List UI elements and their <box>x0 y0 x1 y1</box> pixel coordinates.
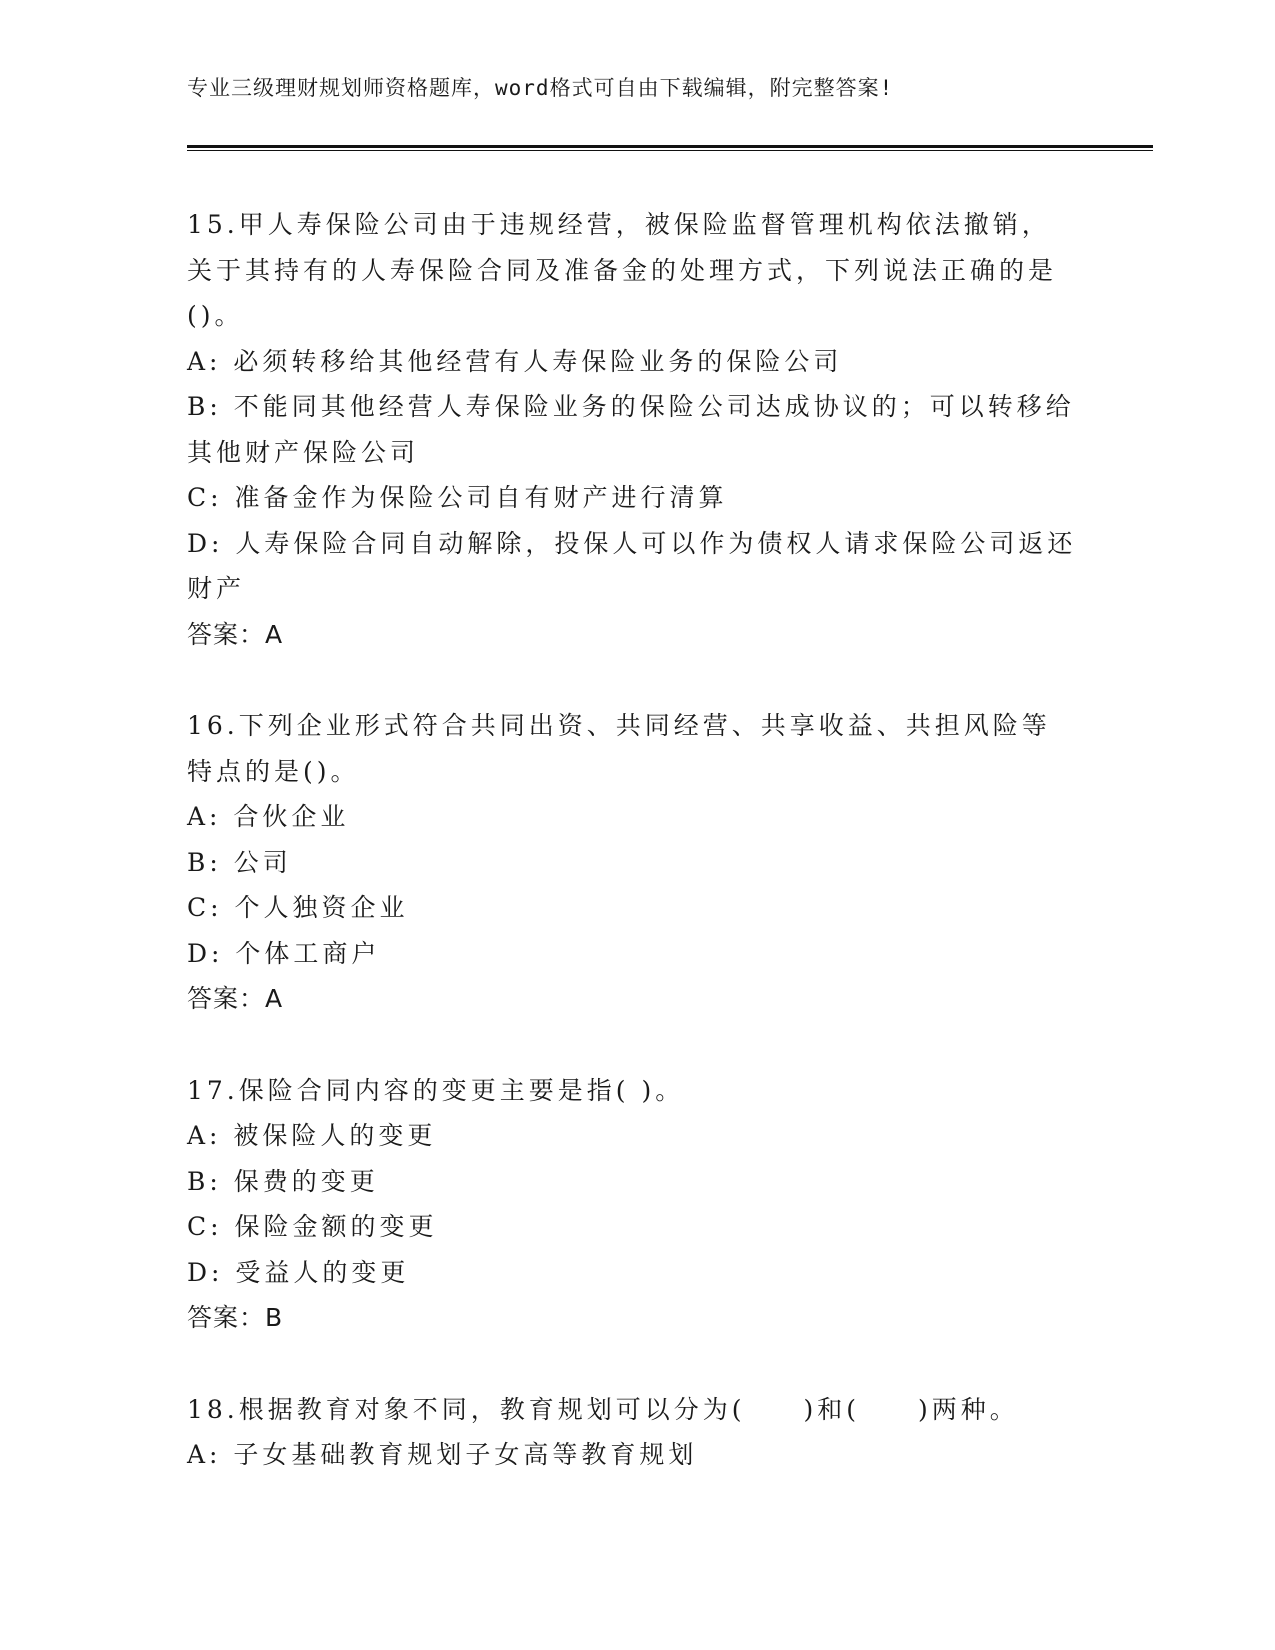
option-d: D: 人寿保险合同自动解除，投保人可以作为债权人请求保险公司返还财产 <box>187 528 1077 603</box>
question-17 <box>187 1068 1077 1341</box>
option-b: B: 不能同其他经营人寿保险业务的保险公司达成协议的；可以转移给其他财产保险公司 <box>187 392 1075 467</box>
answer: 答案：A <box>187 619 284 649</box>
question-stem: 15.甲人寿保险公司由于违规经营，被保险监督管理机构依法撤销，关于其持有的人寿保险合同及准备金的处理方式，下列说法正确的是()。 <box>187 210 1058 330</box>
page-header: 专业三级理财规划师资格题库，word格式可自由下载编辑，附完整答案! <box>187 76 894 100</box>
option-d: D: 受益人的变更 <box>187 1257 410 1287</box>
header-rule-thick <box>187 145 1153 148</box>
answer: 答案：B <box>187 1303 284 1332</box>
question-list <box>187 202 1077 1524</box>
question-stem: 17.保险合同内容的变更主要是指( )。 <box>187 1075 685 1105</box>
question-18 <box>187 1387 1077 1478</box>
option-a: A: 子女基础教育规划子女高等教育规划 <box>187 1440 698 1469</box>
question-15 <box>187 202 1077 657</box>
option-c: C: 保险金额的变更 <box>187 1212 438 1241</box>
question-stem: 16.下列企业形式符合共同出资、共同经营、共享收益、共担风险等特点的是()。 <box>187 711 1051 786</box>
header-rule-thin <box>187 150 1153 151</box>
option-b: B: 公司 <box>187 847 292 877</box>
option-a: A: 被保险人的变更 <box>187 1121 437 1150</box>
question-16 <box>187 703 1077 1022</box>
answer: 答案：A <box>187 984 284 1013</box>
option-a: A: 合伙企业 <box>187 802 350 831</box>
option-c: C: 准备金作为保险公司自有财产进行清算 <box>187 483 728 512</box>
question-stem: 18.根据教育对象不同，教育规划可以分为( )和( )两种。 <box>187 1394 1019 1424</box>
option-a: A: 必须转移给其他经营有人寿保险业务的保险公司 <box>187 346 843 376</box>
option-b: B: 保费的变更 <box>187 1166 379 1196</box>
option-c: C: 个人独资企业 <box>187 893 409 922</box>
option-d: D: 个体工商户 <box>187 938 381 968</box>
